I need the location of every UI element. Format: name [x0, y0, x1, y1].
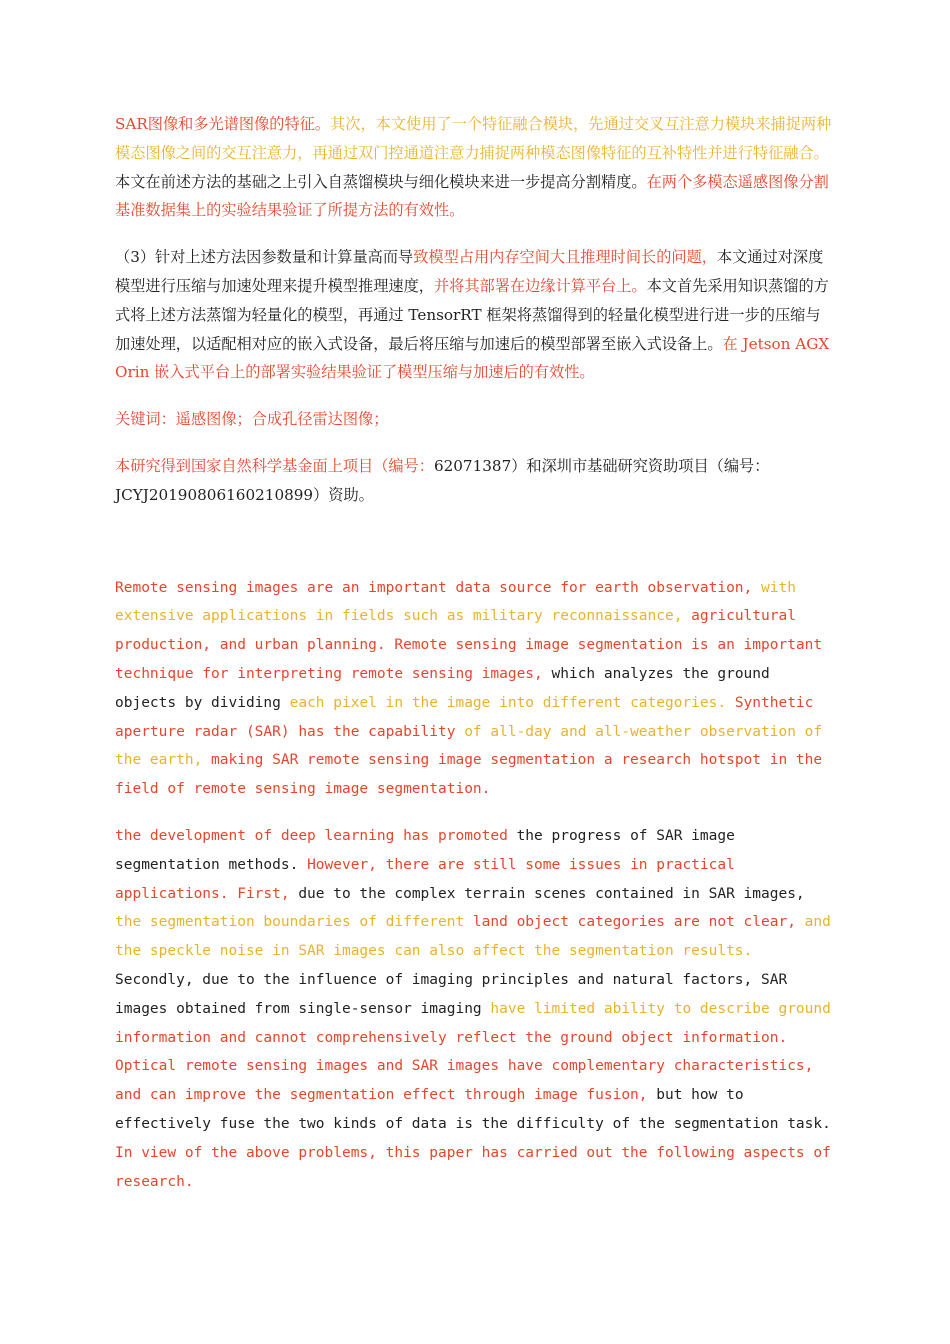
text-segment: However, there are still some issues in practical applications. First, — [115, 856, 735, 902]
text-segment: of all-day and all-weather observation of the earth, — [115, 723, 823, 769]
text-segment: the development of deep learning has promoted — [115, 827, 517, 844]
english-paragraph-1 — [115, 574, 835, 804]
text-segment: which analyzes the ground objects by dividing — [115, 665, 770, 711]
text-segment: 并将其部署在边缘计算平台上。 — [433, 276, 647, 295]
text-segment: agricultural production, and urban planning. Remote sensing image segmentation is an important technique for interpreting remote sensing images, — [115, 608, 823, 682]
text-segment: land object categories are not clear, — [472, 914, 805, 931]
text-segment: the progress of SAR image segmentation methods. — [115, 827, 735, 873]
text-segment: with extensive applications in fields such as military reconnaissance, — [115, 579, 796, 625]
text-segment: due to the complex terrain scenes contained in SAR images, — [298, 885, 805, 902]
text-segment: 本文首先采用知识蒸馏的方式将上述方法蒸馏为轻量化的模型，再通过 TensorRT 框架将蒸馏得到的轻量化模型进行进一步的压缩与加速处理，以适配相对应的嵌入式设备，最后将压缩与加速后的模型部署至嵌入式设备上。 — [115, 276, 829, 353]
text-segment: Synthetic aperture radar (SAR) has the capability — [115, 694, 814, 740]
keywords — [115, 405, 835, 434]
text-segment: 其次，本文使用了一个特征融合模块，先通过交叉互注意力模块来捕捉两种模态图像之间的交互注意力，再通过双门控通道注意力捕捉两种模态图像特征的互补特性并进行特征融合。 — [115, 115, 832, 162]
funding-note — [115, 452, 835, 510]
text-segment: 本文在前述方法的基础之上引入自蒸馏模块与细化模块来进一步提高分割精度。 — [115, 172, 647, 191]
document-page — [115, 110, 835, 1196]
text-segment: 关键词：遥感图像；合成孔径雷达图像； — [115, 410, 389, 429]
paragraph-point-3 — [115, 243, 835, 387]
text-segment: information and cannot comprehensively reflect the ground object information. Optical remote sensing images and SAR images have complementary characteristics, and can improve the segmentation effect through image fusion, — [115, 1029, 814, 1104]
text-segment: 致模型占用内存空间大且推理时间长的问题， — [413, 248, 717, 267]
text-segment: SAR图像和多光谱图像的特征。 — [115, 115, 331, 133]
text-segment: making SAR remote sensing image segmentation a research hotspot in the field of remote sensing image segmentation. — [115, 752, 823, 798]
text-segment: 在 Jetson AGX Orin 嵌入式平台上的部署实验结果验证了模型压缩与加速后的有效性。 — [115, 334, 830, 382]
text-segment: （3）针对上述方法因参数量和计算量高而导 — [115, 248, 414, 267]
text-segment: each pixel in the image into different categories. — [289, 694, 735, 711]
text-segment: and the speckle noise in SAR images can also affect the segmentation results. — [115, 914, 831, 960]
text-segment: 在两个多模态遥感图像分割基准数据集上的实验结果验证了所提方法的有效性。 — [115, 172, 829, 220]
text-segment: 本研究得到国家自然科学基金面上项目（编号： — [115, 456, 434, 475]
text-segment: the segmentation boundaries of different — [115, 914, 473, 931]
text-segment: but how to effectively fuse the two kinds of data is the difficulty of the segmentation task. — [115, 1087, 831, 1132]
text-segment: Secondly, due to the influence of imaging principles and natural factors, SAR images obtained from single-sensor imaging — [115, 971, 788, 1017]
text-segment: 62071387）和深圳市基础研究资助项目（编号：JCYJ20190806160210899）资助。 — [115, 456, 770, 504]
text-segment: 本文通过对深度模型进行压缩与加速处理来提升模型推理速度， — [115, 248, 824, 295]
paragraph-abstract-end — [115, 110, 835, 225]
text-segment: have limited ability to describe ground — [490, 1000, 831, 1017]
text-segment: Remote sensing images are an important data source for earth observation, — [115, 579, 762, 596]
text-segment: In view of the above problems, this paper has carried out the following aspects of research. — [115, 1144, 831, 1190]
english-paragraph-2 — [115, 822, 835, 1196]
